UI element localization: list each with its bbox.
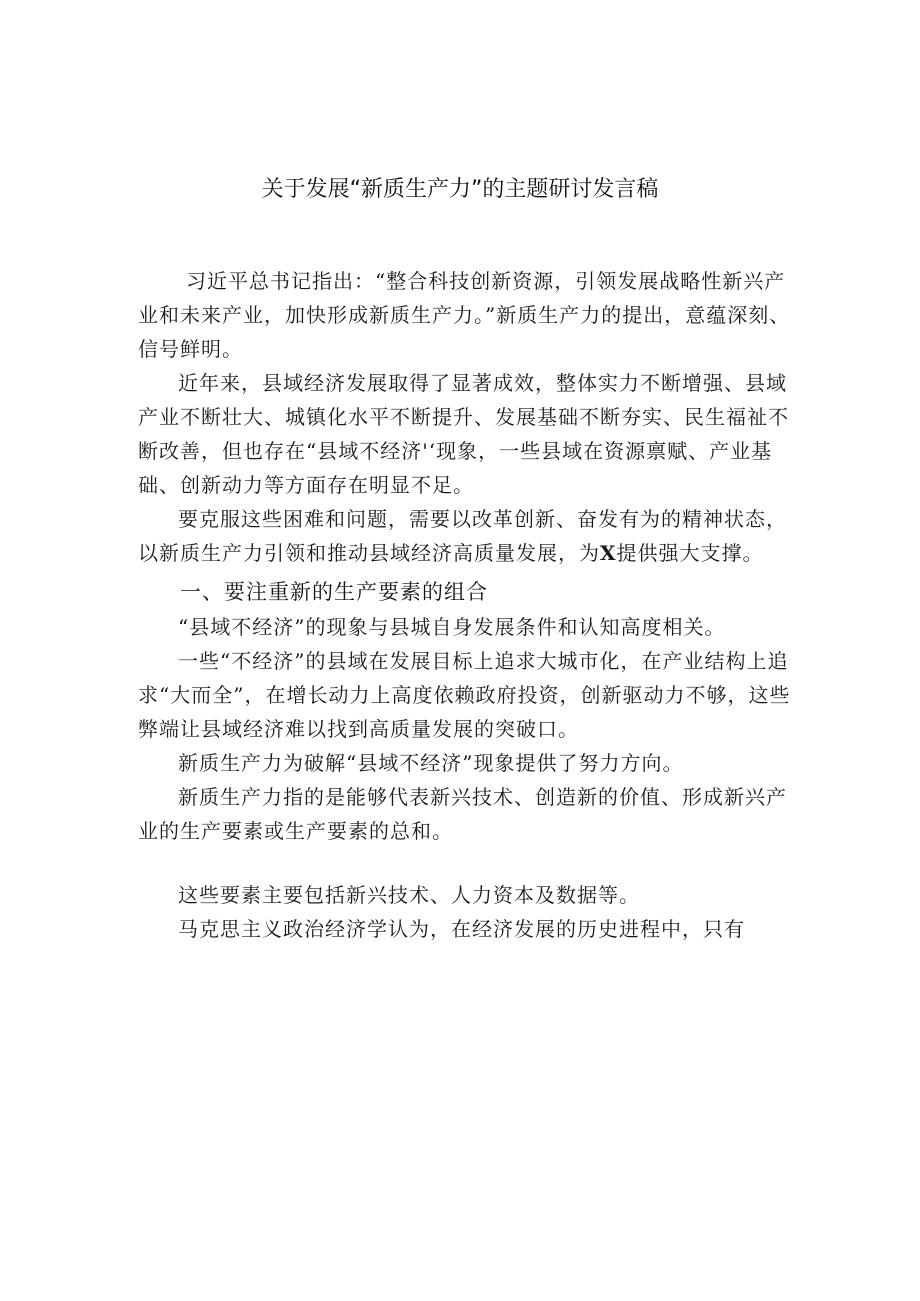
document-title: 关于发展“新质生产力”的主题研讨发言稿 — [261, 177, 659, 202]
section-paragraph-3: 新质生产力为破解“县域不经济”现象提供了努力方向。 — [178, 751, 684, 775]
paragraph-3 — [138, 502, 798, 570]
section-paragraph-4: 新质生产力指的是能够代表新兴技术、创造新的价值、形成新兴产业的生产要素或生产要素的总和。 — [138, 785, 787, 843]
document-body — [138, 264, 798, 946]
paragraph-3-text: 要克服这些困难和问题，需要以改革创新、奋发有为的精神状态，以新质生产力引领和推动县域经济高质量发展，为 — [138, 507, 787, 565]
paragraph-3-bold-x: X — [600, 541, 617, 565]
paragraph-1: 习近平总书记指出：“整合科技创新资源，引领发展战略性新兴产业和未来产业，加快形成新质生产力。”新质生产力的提出，意蕴深刻、信号鲜明。 — [138, 269, 791, 361]
section-paragraph-5: 这些要素主要包括新兴技术、人力资本及数据等。 — [178, 883, 640, 907]
section-paragraph-6: 马克思主义政治经济学认为，在经济发展的历史进程中，只有 — [178, 917, 745, 941]
paragraph-3-tail: 提供强大支撑。 — [616, 541, 764, 565]
section-paragraph-1: “县域不经济”的现象与县城自身发展条件和认知高度相关。 — [178, 615, 726, 639]
paragraph-2: 近年来，县域经济发展取得了显著成效，整体实力不断增强、县域产业不断壮大、城镇化水平不断提升、发展基础不断夯实、民生福祉不断改善，但也存在“县域不经济'‘现象，一些县域在资源禀赋、产业基础、创新动力等方面存在明显不足。 — [138, 371, 789, 497]
section-heading: 一、要注重新的生产要素的组合 — [180, 580, 488, 604]
section-paragraph-2: 一些“不经济”的县域在发展目标上追求大城市化，在产业结构上追求“大而全”，在增长动力上高度依赖政府投资，创新驱动力不够，这些弊端让县域经济难以找到高质量发展的突破口。 — [138, 649, 791, 741]
